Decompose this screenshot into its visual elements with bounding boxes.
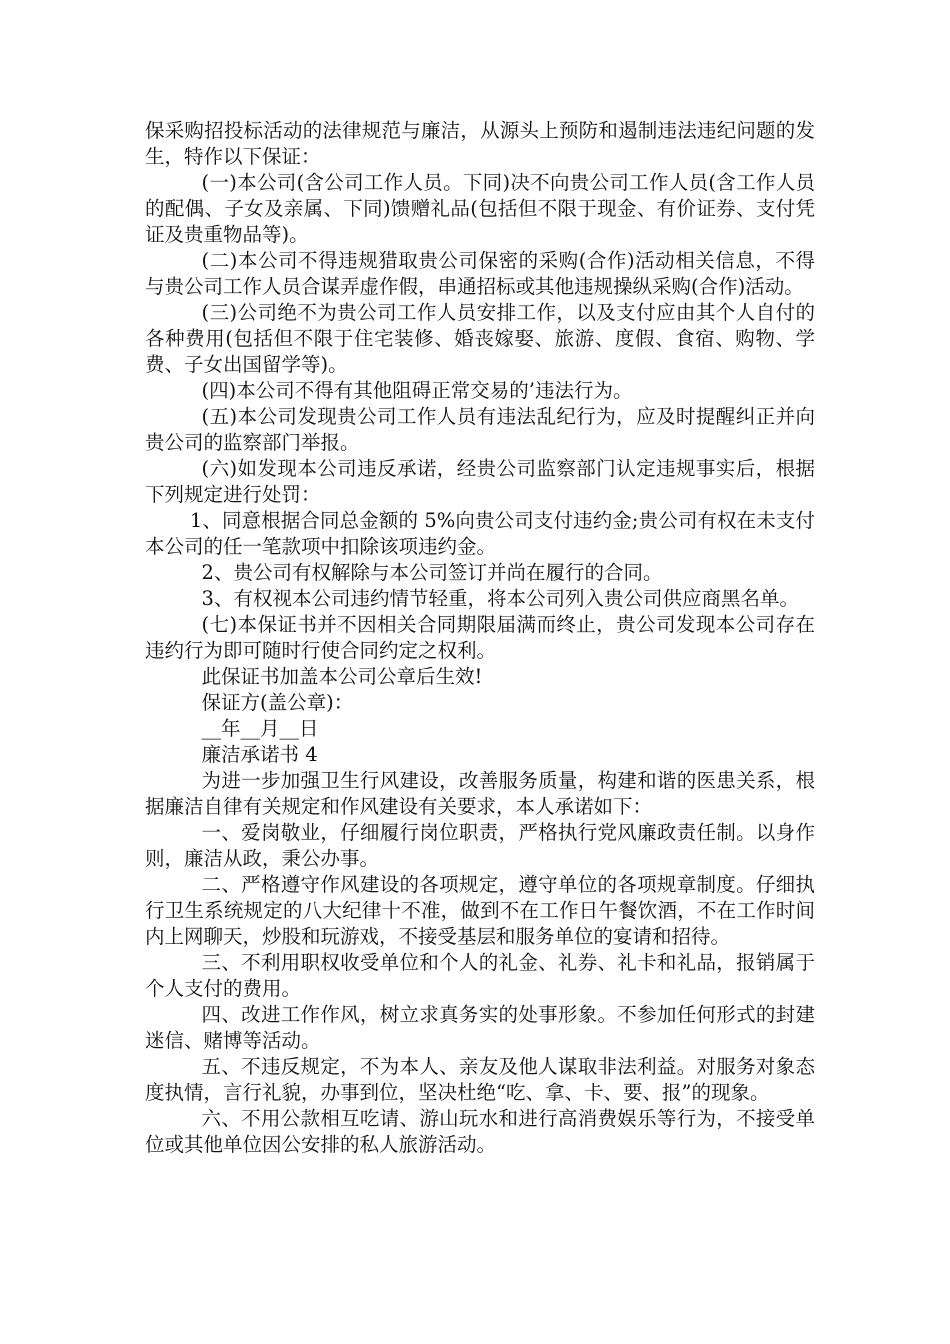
paragraph-promise-4: 四、改进工作作风，树立求真务实的处事形象。不参加任何形式的封建迷信、赌博等活动。 — [145, 1003, 815, 1052]
paragraph-clause-2: (二)本公司不得违规猎取贵公司保密的采购(合作)活动相关信息，不得与贵公司工作人员合谋弄虚作假，串通招标或其他违规操纵采购(合作)活动。 — [145, 249, 815, 298]
paragraph-promise-5: 五、不违反规定，不为本人、亲友及他人谋取非法利益。对服务对象态度执情，言行礼貌，办事到位，坚决杜绝“吃、拿、卡、要、报”的现象。 — [145, 1055, 815, 1104]
paragraph-intro: 保采购招投标活动的法律规范与廉洁，从源头上预防和遏制违法违纪问题的发生，特作以下保证： — [145, 119, 815, 168]
section-heading: 廉洁承诺书 4 — [201, 743, 318, 766]
paragraph-effective: 此保证书加盖本公司公章后生效! — [201, 665, 483, 688]
paragraph-guarantor: 保证方(盖公章)： — [201, 691, 354, 714]
paragraph-promise-2: 二、严格遵守作风建设的各项规定，遵守单位的各项规章制度。仔细执行卫生系统规定的八大纪律十不准，做到不在工作日午餐饮酒，不在工作时间内上网聊天，炒股和玩游戏，不接受基层和服务单位的宴请和招待。 — [145, 873, 815, 948]
paragraph-clause-3: (三)公司绝不为贵公司工作人员安排工作，以及支付应由其个人自付的各种费用(包括但不限于住宅装修、婚丧嫁娶、旅游、度假、食宿、购物、学费、子女出国留学等)。 — [145, 301, 815, 376]
paragraph-penalty-3: 3、有权视本公司违约情节轻重，将本公司列入贵公司供应商黑名单。 — [201, 587, 799, 610]
paragraph-clause-6: (六)如发现本公司违反承诺，经贵公司监察部门认定违规事实后，根据下列规定进行处罚： — [145, 457, 815, 506]
paragraph-clause-5: (五)本公司发现贵公司工作人员有违法乱纪行为，应及时提醒纠正并向贵公司的监察部门举报。 — [145, 405, 815, 454]
paragraph-penalty-2: 2、贵公司有权解除与本公司签订并尚在履行的合同。 — [201, 561, 663, 584]
paragraph-clause-7: (七)本保证书并不因相关合同期限届满而终止，贵公司发现本公司存在违约行为即可随时行使合同约定之权利。 — [145, 613, 815, 662]
document-body — [145, 118, 815, 1158]
paragraph-penalty-1: 1、同意根据合同总金额的 5%向贵公司支付违约金;贵公司有权在未支付本公司的任一笔款项中扣除该项违约金。 — [145, 509, 815, 558]
paragraph-promise-1: 一、爱岗敬业，仔细履行岗位职责，严格执行党风廉政责任制。以身作则，廉洁从政，秉公办事。 — [145, 821, 815, 870]
paragraph-promise-3: 三、不利用职权收受单位和个人的礼金、礼券、礼卡和礼品，报销属于个人支付的费用。 — [145, 951, 815, 1000]
paragraph-preamble: 为进一步加强卫生行风建设，改善服务质量，构建和谐的医患关系，根据廉洁自律有关规定和作风建设有关要求，本人承诺如下： — [145, 769, 815, 818]
paragraph-clause-1: (一)本公司(含公司工作人员。下同)决不向贵公司工作人员(含工作人员的配偶、子女及亲属、下同)馈赠礼品(包括但不限于现金、有价证券、支付凭证及贵重物品等)。 — [145, 171, 815, 246]
paragraph-promise-6: 六、不用公款相互吃请、游山玩水和进行高消费娱乐等行为，不接受单位或其他单位因公安排的私人旅游活动。 — [145, 1107, 815, 1156]
paragraph-date: __年__月__日 — [201, 717, 319, 740]
paragraph-clause-4: (四)本公司不得有其他阻碍正常交易的’违法行为。 — [201, 379, 633, 402]
